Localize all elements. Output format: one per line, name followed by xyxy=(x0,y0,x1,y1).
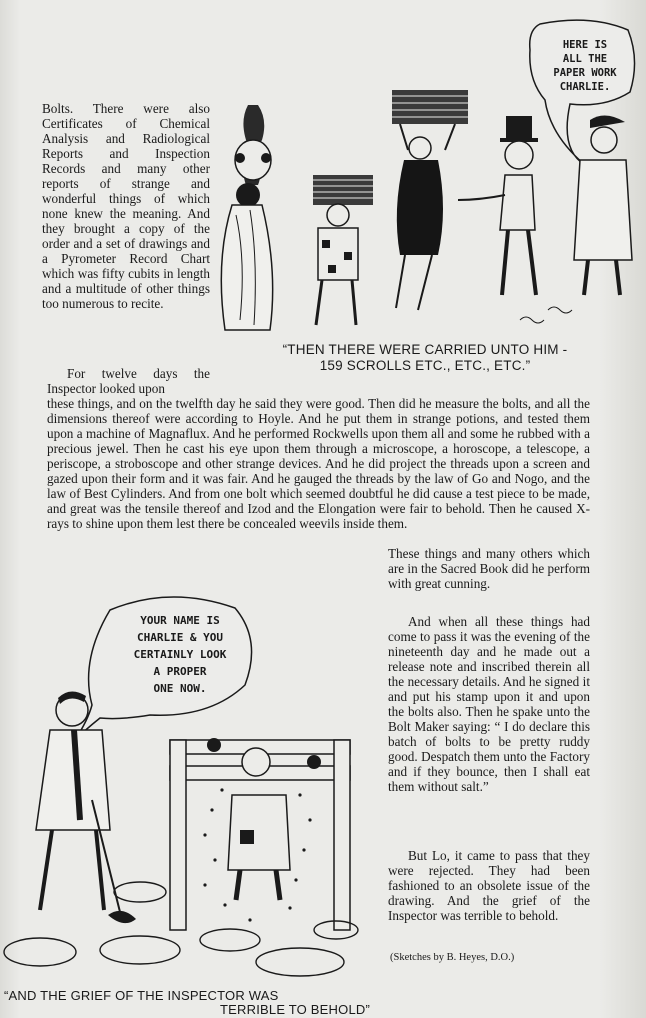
bubble-line: CERTAINLY LOOK xyxy=(133,648,227,661)
paragraph-bolts: Bolts. There were also Certificates of Chemical Analysis and Radiological Reports and Inspection Records and many other reports of strange and wonderful things of which none knew the meaning. And they brought a copy of the order and a set of drawings and a Pyrometer Record Chart which was fifty cubits in length and a multitude of other things too numerous to recite. xyxy=(42,101,210,311)
bubble-line: ONE NOW. xyxy=(153,682,207,695)
bubble-line: ALL THE xyxy=(562,53,608,65)
paragraph-release-note: And when all these things had come to pass it was the evening of the nineteenth day and he made out a release note and inscribed therein all the necessary details. And he signed it and put his stamp upon it and upon the bolts also. Then he spake unto the Bolt Maker saying: “ I do declare this batch of bolts to be pretty ruddy good. Despatch them unto the Factory and if they bounce, then I shall eat them without salt.” xyxy=(388,614,590,794)
bubble-paper-work xyxy=(540,38,630,94)
paragraph-rejected: But Lo, it came to pass that they were rejected. They had been fashioned to an obsolete issue of the drawing. And the grief of the Inspector was terrible to behold. xyxy=(388,848,590,923)
bubble-line: CHARLIE. xyxy=(559,81,611,93)
caption-line: TERRIBLE TO BEHOLD” xyxy=(220,1002,370,1017)
sketch-credit: (Sketches by B. Heyes, D.O.) xyxy=(390,952,515,963)
paragraph-twelve-days: these things, and on the twelfth day he said they were good. Then did he measure the bolts, and all the dimensions thereof were according to Hoyle. And he put them in strange potions, and tested them upon a machine of Magnaflux. And he performed Rockwells upon them all and some he rubbed with a precious jewel. Then he cast his eye upon them through a microscope, a horoscope, a telescope, a periscope, a stroboscope and other strange devices. And he did project the threads upon a screen and gazed upon their form and it was fair. And he gauged the threads by the law of Go and Nogo, and the law of Best Cylinders. And from one bolt which seemed doubtful he did cause a test piece to be made, and great was the tensile thereof and Izod and the Elongation were fair to behold. Then he caused X-rays to shine upon them lest there be concealed weevils inside them. xyxy=(47,396,590,531)
bubble-line: CHARLIE & YOU xyxy=(136,631,224,644)
bubble-line: PAPER WORK xyxy=(553,67,617,79)
scrolls-caption xyxy=(255,342,595,374)
caption-line: “THEN THERE WERE CARRIED UNTO HIM - xyxy=(282,342,568,357)
bubble-line: HERE IS xyxy=(562,39,608,51)
bubble-line: A PROPER xyxy=(153,665,207,678)
bubble-line: YOUR NAME IS xyxy=(140,614,220,627)
caption-line: “AND THE GRIEF OF THE INSPECTOR WAS xyxy=(4,988,279,1003)
grief-caption xyxy=(0,989,420,1017)
stocks-cartoon xyxy=(0,590,646,1010)
paragraph-twelve-days-start: For twelve days the Inspector looked upon xyxy=(47,366,210,396)
bubble-proper-one xyxy=(115,612,245,697)
caption-line: 159 SCROLLS ETC., ETC., ETC.” xyxy=(319,358,531,373)
paragraph-sacred-book: These things and many others which are in the Sacred Book did he perform with great cunning. xyxy=(388,546,590,591)
